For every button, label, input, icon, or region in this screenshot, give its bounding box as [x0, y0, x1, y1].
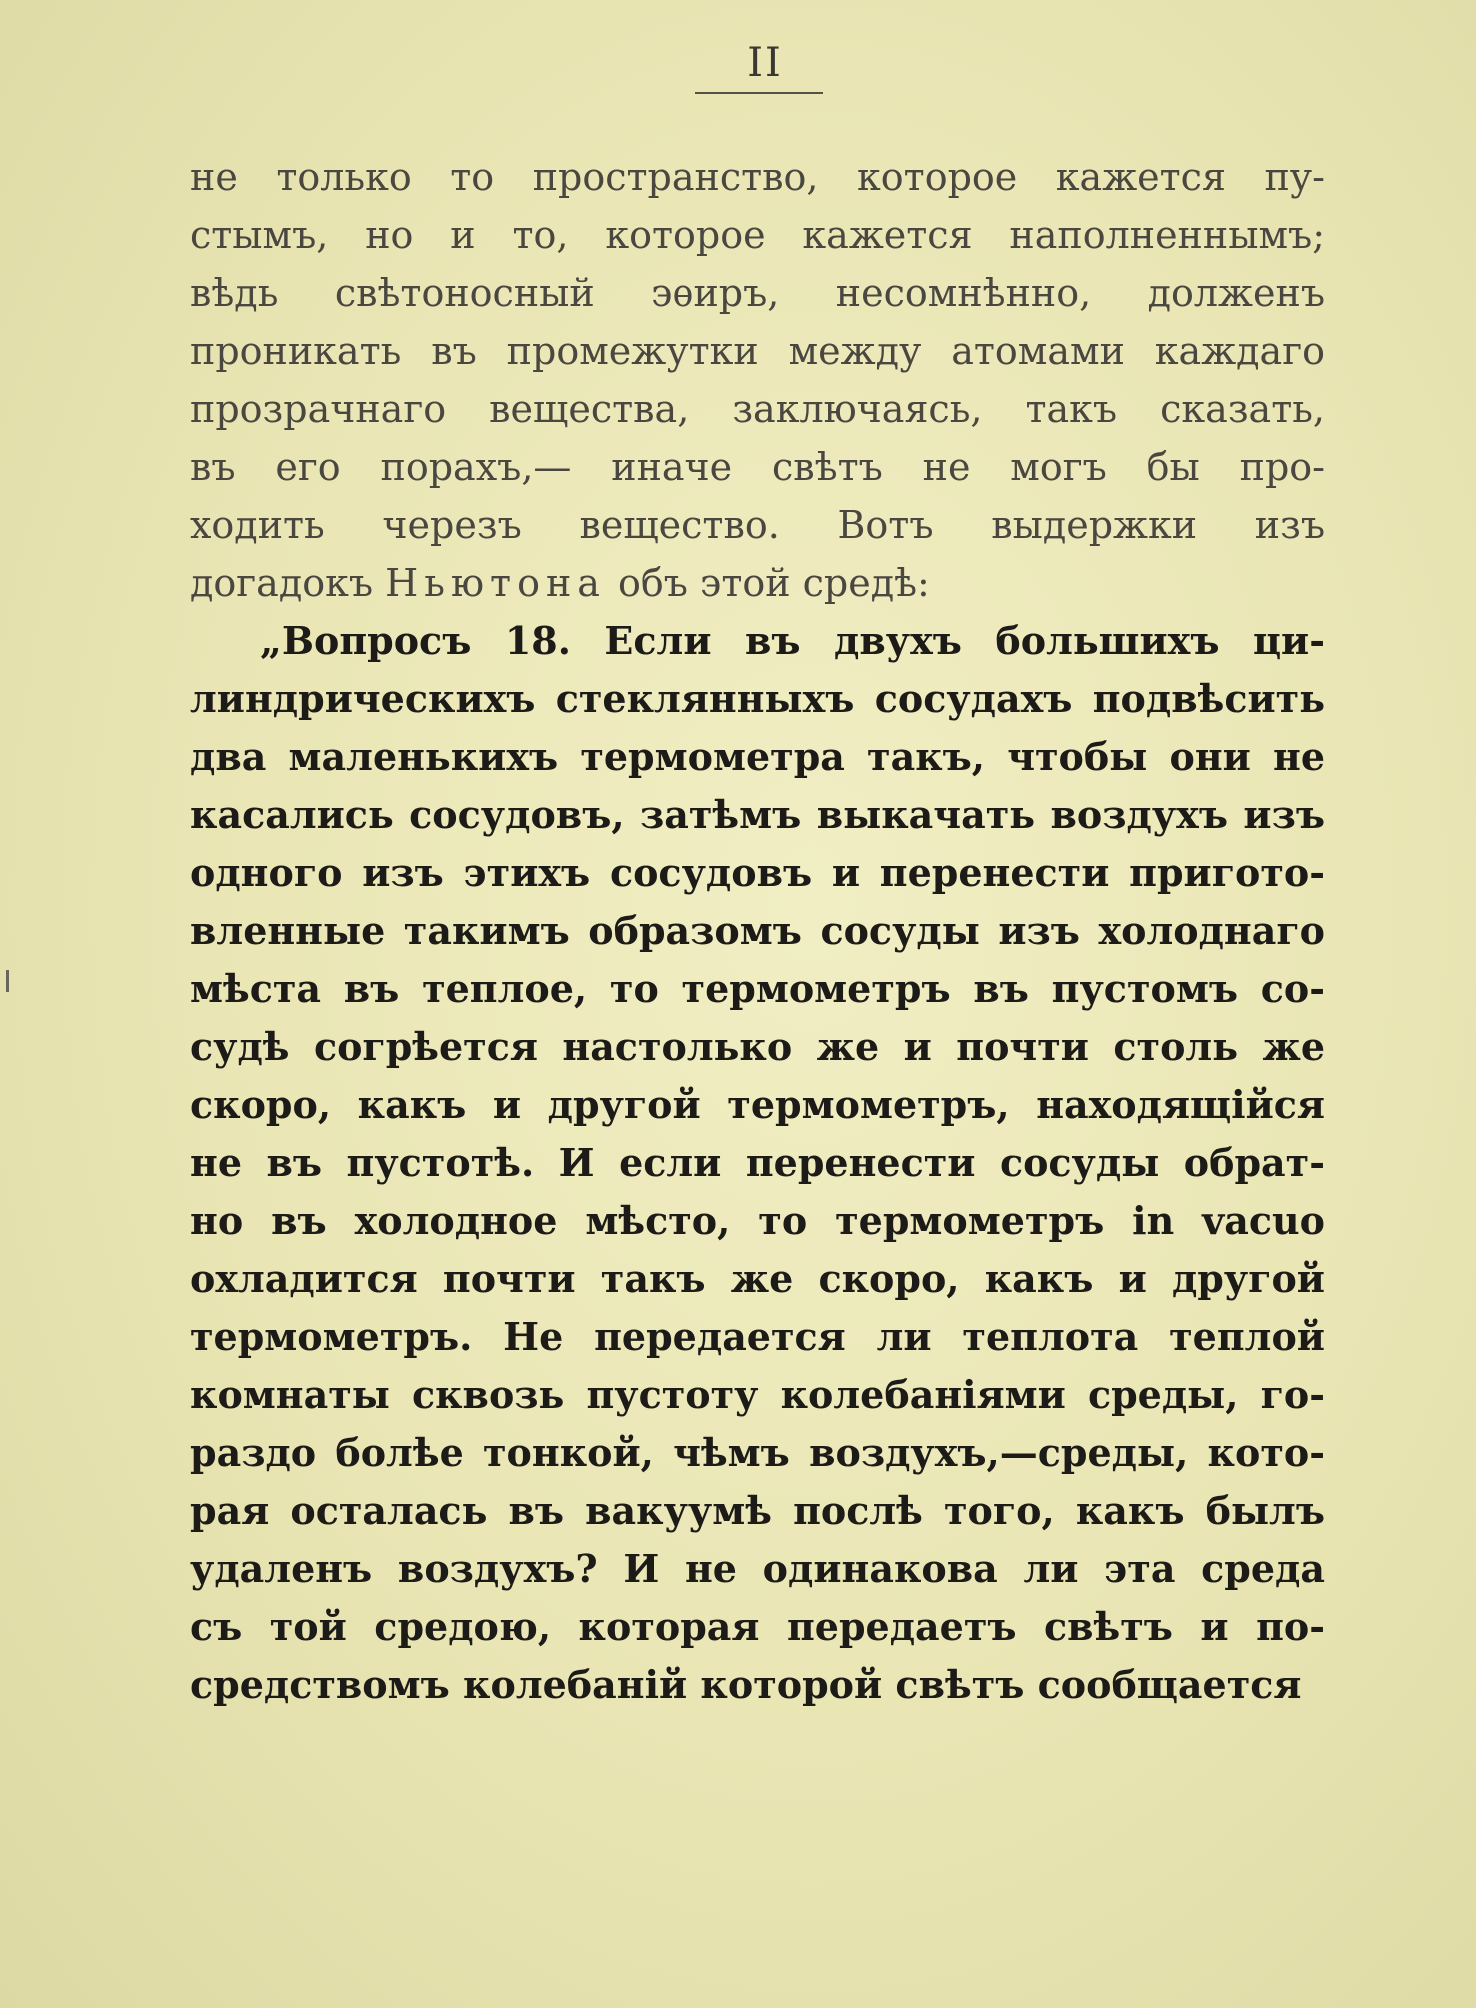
quote-line: средствомъ колебаній которой свѣтъ сообщается [190, 1662, 1302, 1707]
quote-line: судѣ согрѣется настолько же и почти столь же [190, 1024, 1325, 1069]
quote-line: два маленькихъ термометра такъ, чтобы они не [190, 734, 1325, 779]
quote-line: термометръ. Не передается ли теплота теплой [190, 1314, 1325, 1359]
quote-line: касались сосудовъ, затѣмъ выкачать воздухъ изъ [190, 792, 1325, 837]
quote-line: не въ пустотѣ. И если перенести сосуды обрат- [190, 1140, 1325, 1185]
header-rule [695, 92, 823, 94]
text-fragment: догадокъ [190, 561, 374, 605]
text-line: не только то пространство, которое кажется пу- [190, 155, 1325, 199]
quote-line: удаленъ воздухъ? И не одинакова ли эта среда [190, 1546, 1325, 1591]
text-line: проникать въ промежутки между атомами каждаго [190, 329, 1325, 373]
text-line: прозрачнаго вещества, заключаясь, такъ сказать, [190, 387, 1325, 431]
text-line [190, 554, 1325, 612]
quote-line: раздо болѣе тонкой, чѣмъ воздухъ,—среды, кото- [190, 1430, 1325, 1475]
quote-line: мѣста въ теплое, то термометръ въ пустомъ со- [190, 966, 1325, 1011]
text-fragment: объ этой средѣ: [618, 561, 930, 605]
author-name: Ньютона [385, 561, 606, 605]
margin-mark [6, 970, 9, 992]
quote-line: вленные такимъ образомъ сосуды изъ холоднаго [190, 908, 1325, 953]
text-line: вѣдь свѣтоносный эѳиръ, несомнѣнно, долженъ [190, 271, 1325, 315]
page-number: II [747, 40, 783, 86]
text-line: стымъ, но и то, которое кажется наполненнымъ; [190, 213, 1325, 257]
quote-line: но въ холодное мѣсто, то термометръ in vacuo [190, 1198, 1325, 1243]
quote-line: съ той средою, которая передаетъ свѣтъ и по- [190, 1604, 1325, 1649]
quote-line: рая осталась въ вакуумѣ послѣ того, какъ былъ [190, 1488, 1325, 1533]
quote-line: комнаты сквозь пустоту колебаніями среды, го- [190, 1372, 1325, 1417]
text-line: въ его порахъ,— иначе свѣтъ не могъ бы про- [190, 445, 1325, 489]
quote-line: охладится почти такъ же скоро, какъ и другой [190, 1256, 1325, 1301]
quote-line: „Вопросъ 18. Если въ двухъ большихъ ци- [260, 618, 1325, 663]
quote-line: линдрическихъ стеклянныхъ сосудахъ подвѣсить [190, 676, 1325, 721]
text-line: ходить черезъ вещество. Вотъ выдержки изъ [190, 503, 1325, 547]
quote-line: одного изъ этихъ сосудовъ и перенести пригото- [190, 850, 1325, 895]
body-text [190, 148, 1325, 1714]
quote-line: скоро, какъ и другой термометръ, находящійся [190, 1082, 1325, 1127]
